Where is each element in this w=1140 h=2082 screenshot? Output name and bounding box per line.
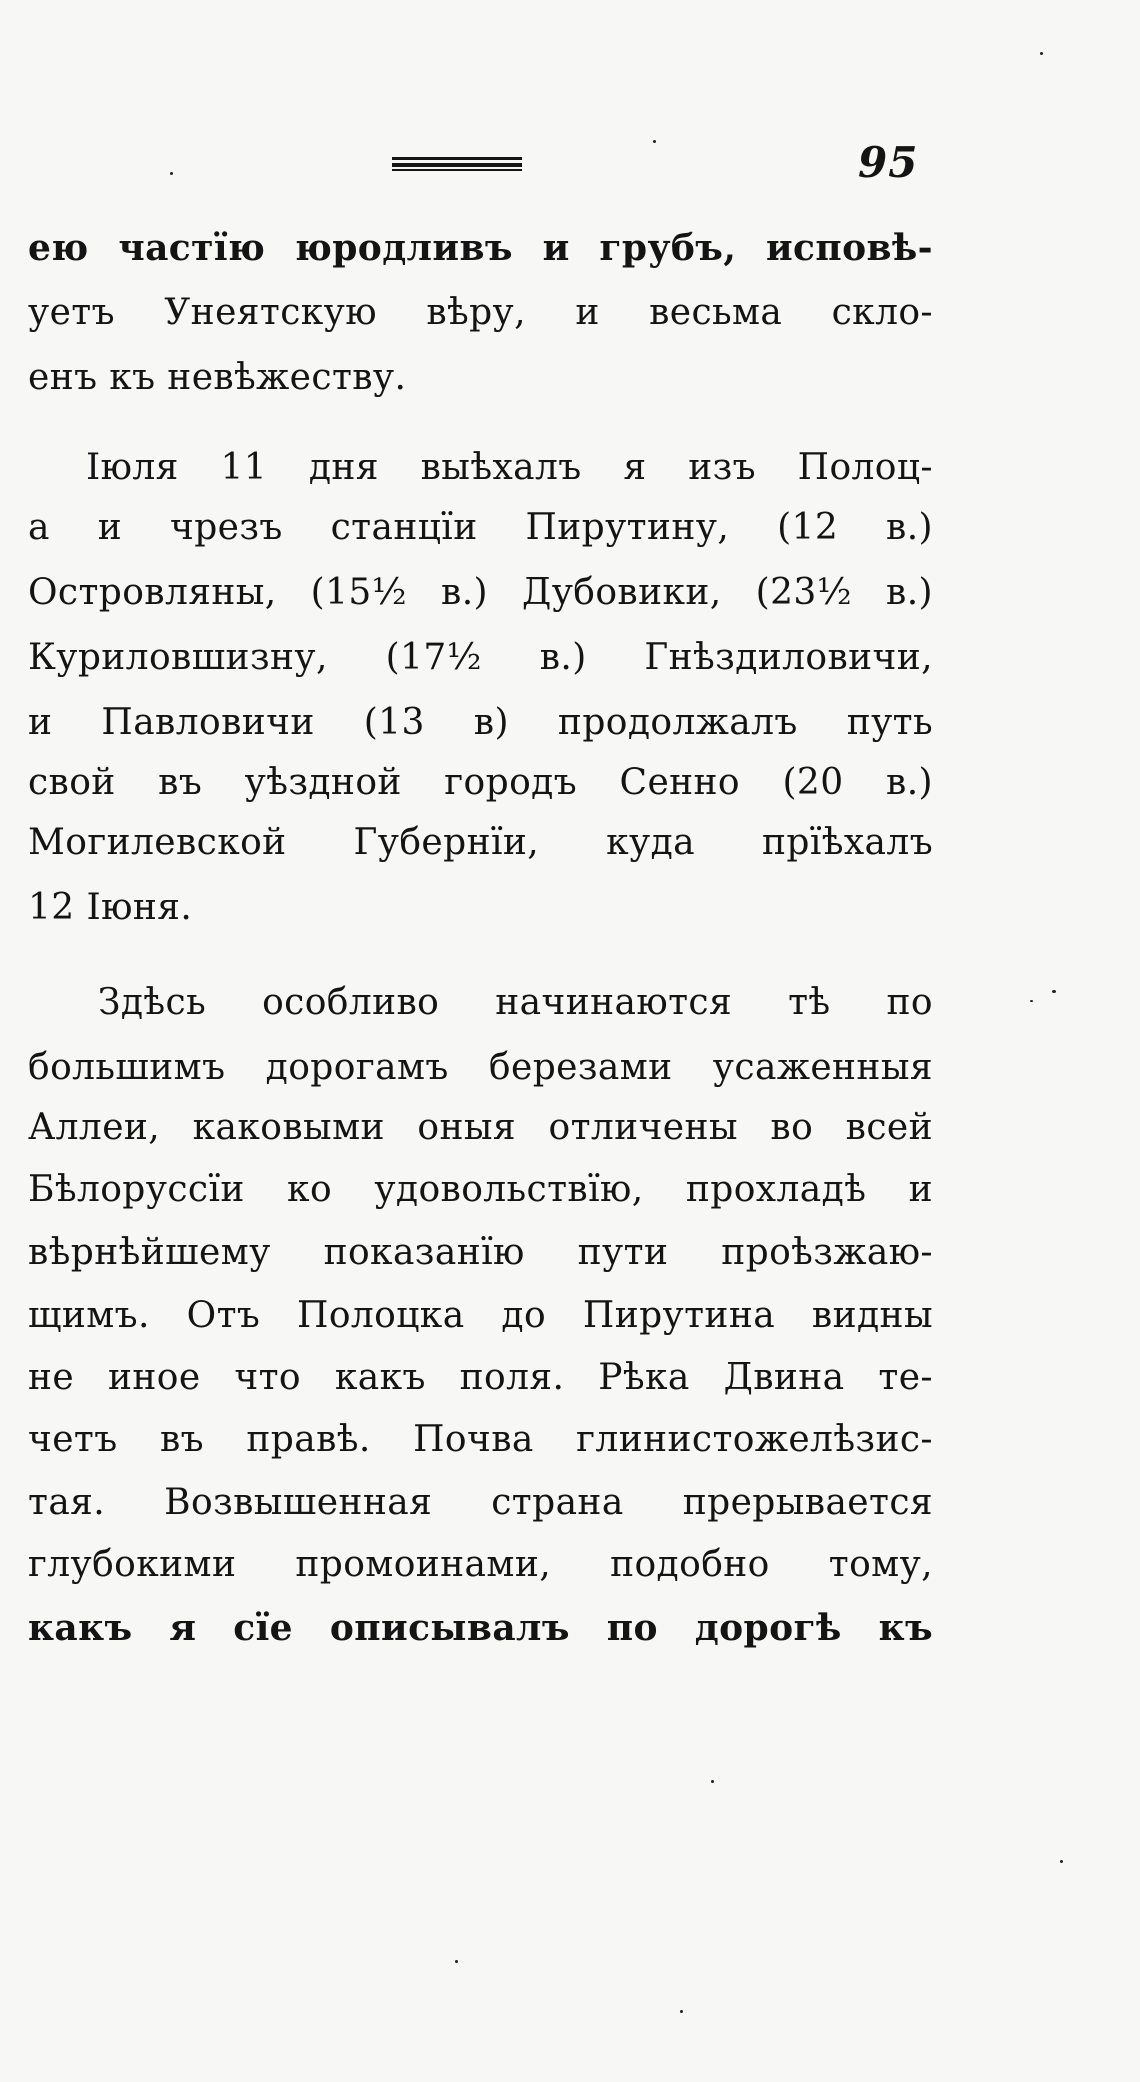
- scan-speck: [1052, 990, 1056, 993]
- text-line: Бѣлоруссїи ко удовольствїю, прохладѣ и: [28, 1169, 933, 1210]
- scan-speck: [1030, 1000, 1033, 1002]
- scan-speck: [1060, 1860, 1063, 1863]
- page-number: 95: [858, 138, 919, 187]
- text-line: енъ къ невѣжеству.: [28, 357, 407, 398]
- text-line: уетъ Унеятскую вѣру, и весьма скло-: [28, 292, 933, 333]
- header-rule-line: [392, 157, 522, 160]
- header-rule-line: [392, 163, 522, 167]
- header-rule: [392, 157, 522, 171]
- text-line: щимъ. Отъ Полоцка до Пирутина видны: [28, 1295, 933, 1336]
- text-line: свой въ уѣздной городъ Сенно (20 в.): [28, 762, 933, 803]
- text-line: Здѣсь особливо начинаются тѣ по: [98, 982, 933, 1023]
- text-line: глубокими промоинами, подобно тому,: [28, 1544, 933, 1585]
- text-line: большимъ дорогамъ березами усаженныя: [28, 1047, 933, 1088]
- text-line: 12 Іюня.: [28, 887, 193, 928]
- text-line: тая. Возвышенная страна прерывается: [28, 1482, 933, 1523]
- text-line: Могилевской Губернїи, куда прїѣхалъ: [28, 822, 933, 863]
- text-line: четъ въ правѣ. Почва глинистожелѣзис-: [28, 1419, 933, 1460]
- scan-speck: [455, 1960, 458, 1963]
- text-line: Аллеи, каковыми оныя отличены во всей: [28, 1107, 933, 1148]
- scan-speck: [680, 2010, 683, 2013]
- text-line: не иное что какъ поля. Рѣка Двина те-: [28, 1357, 933, 1398]
- text-line: Островляны, (15½ в.) Дубовики, (23½ в.): [28, 572, 933, 613]
- text-line: Іюля 11 дня выѣхалъ я изъ Полоц-: [86, 447, 933, 488]
- text-line: Куриловшизну, (17½ в.) Гнѣздиловичи,: [28, 637, 933, 678]
- scan-speck: [170, 172, 173, 175]
- text-line: какъ я сїе описывалъ по дорогѣ къ: [28, 1607, 933, 1649]
- scan-speck: [711, 1780, 714, 1783]
- text-line: а и чрезъ станцїи Пирутину, (12 в.): [28, 507, 933, 548]
- text-line: и Павловичи (13 в) продолжалъ путь: [28, 702, 933, 743]
- header-rule-line: [392, 169, 522, 171]
- text-line: вѣрнѣйшему показанїю пути проѣзжаю-: [28, 1232, 933, 1273]
- text-line: ею частїю юродливъ и грубъ, исповѣ-: [28, 227, 933, 269]
- scan-speck: [653, 140, 656, 143]
- scan-speck: [1040, 52, 1043, 55]
